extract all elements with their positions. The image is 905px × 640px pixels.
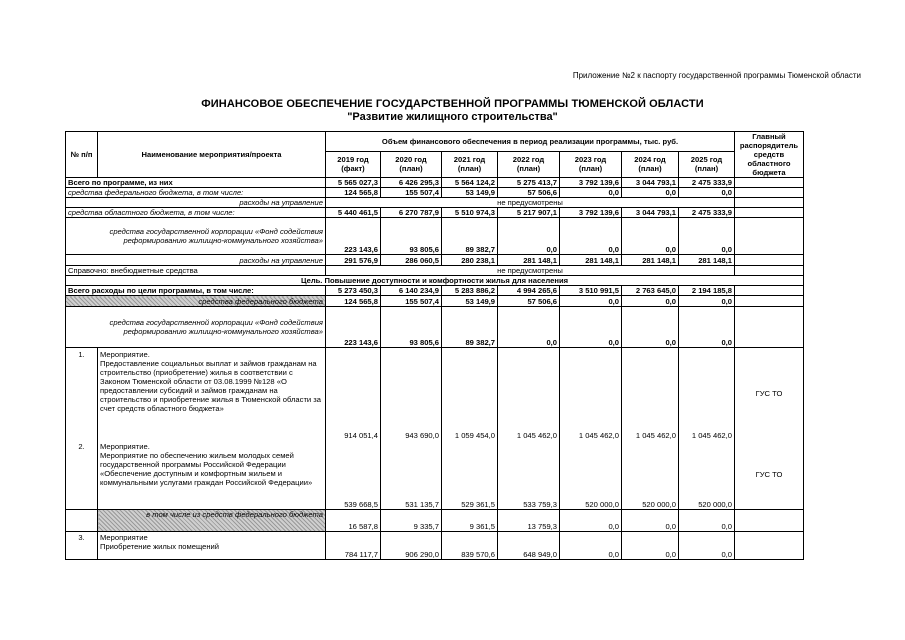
row-label: расходы на управление [66,255,326,266]
value-cell: 0,0 [622,218,679,255]
row-label: средства государственной корпорации «Фонд содействия реформированию жилищно-коммунального хозяйства» [66,307,326,348]
value-cell: 520 000,0 [679,440,735,510]
row-note: не предусмотрены [326,266,735,276]
value-cell: 53 149,9 [442,296,498,307]
row-reform-fund [66,218,804,255]
value-cell: 3 792 139,6 [560,178,622,188]
item-text: Мероприятие по обеспечению жильем молодых семей государственной программы Российской Федерации «Обеспечение доступным и комфортным жильем и коммунальными услугами граждан Российской Федерации» [100,450,313,487]
value-cell: 6 426 295,3 [381,178,442,188]
value-cell: 5 283 886,2 [442,286,498,296]
value-cell: 1 045 462,0 [498,348,560,440]
value-cell: 0,0 [679,307,735,348]
value-cell: 124 565,8 [326,296,381,307]
value-cell: 89 382,7 [442,218,498,255]
value-cell: 57 506,6 [498,188,560,198]
value-cell: 0,0 [560,218,622,255]
row-label: Всего расходы по цели программы, в том числе: [66,286,326,296]
value-cell: 3 044 793,1 [622,178,679,188]
value-cell: 0,0 [622,188,679,198]
value-cell: 5 565 027,3 [326,178,381,188]
value-cell: 839 570,6 [442,532,498,560]
empty-cell [735,296,804,307]
value-cell: 520 000,0 [560,440,622,510]
value-cell: 9 361,5 [442,510,498,532]
value-cell: 281 148,1 [622,255,679,266]
empty-cell [735,208,804,218]
item-manager: ГУС ТО [735,440,804,510]
value-cell: 1 045 462,0 [679,348,735,440]
value-cell: 648 949,0 [498,532,560,560]
value-cell: 3 792 139,6 [560,208,622,218]
row-label: Справочно: внебюджетные средства [66,266,326,276]
item-number: 3. [66,532,98,560]
value-cell: 155 507,4 [381,296,442,307]
value-cell: 57 506,6 [498,296,560,307]
value-cell: 6 140 234,9 [381,286,442,296]
item-description [98,348,326,440]
value-cell: 93 805,6 [381,218,442,255]
row-label: средства областного бюджета, в том числе: [66,208,326,218]
value-cell: 89 382,7 [442,307,498,348]
empty-cell [735,307,804,348]
value-cell: 3 510 991,5 [560,286,622,296]
row-item-3 [66,532,804,560]
value-cell: 531 135,7 [381,440,442,510]
row-label: в том числе из средств федерального бюджета [98,510,326,532]
value-cell: 5 440 461,5 [326,208,381,218]
value-cell: 5 510 974,3 [442,208,498,218]
value-cell: 223 143,6 [326,307,381,348]
value-cell: 9 335,7 [381,510,442,532]
value-cell: 280 238,1 [442,255,498,266]
document-subtitle: "Развитие жилищного строительства" [347,111,558,123]
value-cell: 0,0 [622,510,679,532]
value-cell: 0,0 [622,296,679,307]
value-cell: 291 576,9 [326,255,381,266]
row-label: средства федерального бюджета, в том числе: [66,188,326,198]
value-cell: 0,0 [679,296,735,307]
header-num: № п/п [66,132,98,178]
financing-table [65,131,804,560]
row-label: средства федерального бюджета [66,296,326,307]
header-year-2019: 2019 год (факт) [326,151,381,177]
empty-cell [735,188,804,198]
header-manager: Главный распорядитель средств областного бюджета [735,132,804,178]
empty-cell [735,198,804,208]
value-cell: 0,0 [622,532,679,560]
empty-cell [735,510,804,532]
value-cell: 2 475 333,9 [679,178,735,188]
value-cell: 281 148,1 [560,255,622,266]
row-regional-management [66,255,804,266]
value-cell: 906 290,0 [381,532,442,560]
value-cell: 1 059 454,0 [442,348,498,440]
header-year-2025: 2025 год (план) [679,151,735,177]
row-label: Всего по программе, из них [66,178,326,188]
row-federal-budget [66,188,804,198]
item-description [98,440,326,510]
value-cell: 0,0 [560,532,622,560]
value-cell: 5 273 450,3 [326,286,381,296]
item-number: 1. [66,348,98,440]
value-cell: 2 194 185,8 [679,286,735,296]
value-cell: 0,0 [560,296,622,307]
value-cell: 784 117,7 [326,532,381,560]
row-program-total [66,178,804,188]
row-goal-federal [66,296,804,307]
row-regional-budget [66,208,804,218]
header-year-2021: 2021 год (план) [442,151,498,177]
value-cell: 5 217 907,1 [498,208,560,218]
value-cell: 5 564 124,2 [442,178,498,188]
row-label: расходы на управление [66,198,326,208]
value-cell: 93 805,6 [381,307,442,348]
appendix-note: Приложение №2 к паспорту государственной программы Тюменской области [572,71,861,80]
item-kind: Мероприятие. [100,441,150,451]
item-text: Приобретение жилых помещений [100,542,220,551]
value-cell: 0,0 [679,218,735,255]
value-cell: 124 565,8 [326,188,381,198]
document-title: ФИНАНСОВОЕ ОБЕСПЕЧЕНИЕ ГОСУДАРСТВЕННОЙ ПРОГРАММЫ ТЮМЕНСКОЙ ОБЛАСТИ [201,98,704,110]
item-text: Предоставление социальных выплат и займов гражданам на строительство (приобретение) жилья в соответствии с Законом Тюменской области от 03.08.1999 №128 «О предоставлении субсидий и займов гражданам на строительство и приобретение жилья в Тюменской области за счет средств областного бюджета» [100,359,321,413]
empty-cell [735,218,804,255]
row-offbudget [66,266,804,276]
item-manager: ГУС ТО [735,348,804,440]
row-item-2-federal [66,510,804,532]
value-cell: 6 270 787,9 [381,208,442,218]
value-cell: 281 148,1 [498,255,560,266]
item-kind: Мероприятие [100,533,148,542]
value-cell: 286 060,5 [381,255,442,266]
value-cell: 0,0 [622,307,679,348]
value-cell: 3 044 793,1 [622,208,679,218]
empty-cell [735,178,804,188]
header-name: Наименование мероприятия/проекта [98,132,326,178]
row-goal-total [66,286,804,296]
value-cell: 0,0 [498,307,560,348]
value-cell: 0,0 [679,510,735,532]
row-item-1 [66,348,804,440]
value-cell: 53 149,9 [442,188,498,198]
empty-cell [735,286,804,296]
goal-heading: Цель. Повышение доступности и комфортности жилья для населения [66,276,804,286]
empty-cell [735,255,804,266]
value-cell: 0,0 [560,188,622,198]
value-cell: 943 690,0 [381,348,442,440]
value-cell: 0,0 [679,532,735,560]
empty-cell [66,510,98,532]
value-cell: 0,0 [498,218,560,255]
value-cell: 5 275 413,7 [498,178,560,188]
value-cell: 1 045 462,0 [622,348,679,440]
row-goal-reform-fund [66,307,804,348]
item-number: 2. [66,440,98,510]
header-year-2024: 2024 год (план) [622,151,679,177]
row-note: не предусмотрены [326,198,735,208]
row-federal-management [66,198,804,208]
empty-cell [735,266,804,276]
value-cell: 539 668,5 [326,440,381,510]
row-goal [66,276,804,286]
value-cell: 0,0 [679,188,735,198]
value-cell: 0,0 [560,510,622,532]
value-cell: 281 148,1 [679,255,735,266]
row-item-2 [66,440,804,510]
value-cell: 1 045 462,0 [560,348,622,440]
value-cell: 16 587,8 [326,510,381,532]
empty-cell [735,532,804,560]
value-cell: 520 000,0 [622,440,679,510]
value-cell: 533 759,3 [498,440,560,510]
value-cell: 914 051,4 [326,348,381,440]
header-volume: Объем финансового обеспечения в период реализации программы, тыс. руб. [326,132,735,152]
value-cell: 0,0 [560,307,622,348]
value-cell: 155 507,4 [381,188,442,198]
value-cell: 2 763 645,0 [622,286,679,296]
header-year-2023: 2023 год (план) [560,151,622,177]
value-cell: 529 361,5 [442,440,498,510]
row-label: средства государственной корпорации «Фонд содействия реформированию жилищно-коммунального хозяйства» [66,218,326,255]
item-kind: Мероприятие. [100,350,150,359]
header-year-2020: 2020 год (план) [381,151,442,177]
value-cell: 4 994 265,6 [498,286,560,296]
item-description [98,532,326,560]
value-cell: 2 475 333,9 [679,208,735,218]
header-year-2022: 2022 год (план) [498,151,560,177]
value-cell: 223 143,6 [326,218,381,255]
value-cell: 13 759,3 [498,510,560,532]
